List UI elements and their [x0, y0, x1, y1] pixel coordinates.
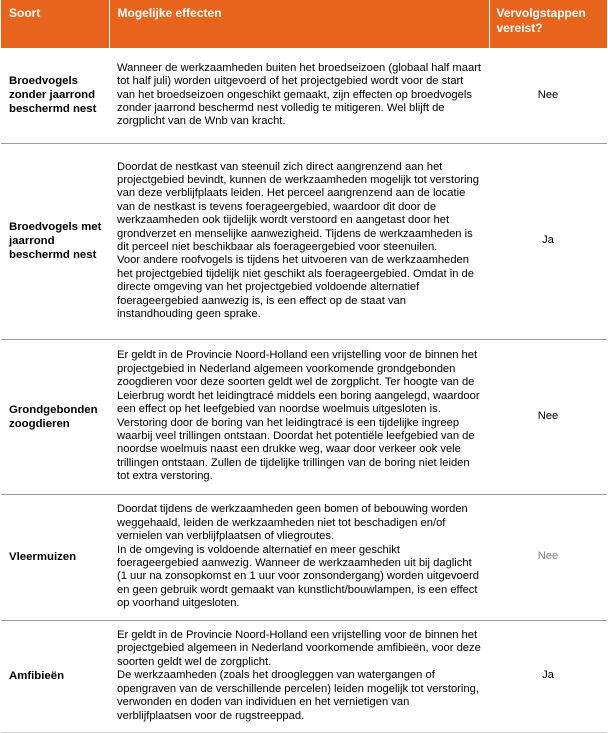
table-row: [1, 339, 607, 494]
header-effecten: Mogelijke effecten: [109, 0, 489, 48]
effects-table: [1, 0, 607, 733]
effect-cell: Doordat tijdens de werkzaamheden geen bomen of bebouwing worden weggehaald, leiden de werkzaamheden niet tot beschadigen en/of vernielen van verblijfplaatsen of vliegroutes. In de omgeving is voldoende alternatief en meer geschikt foerageergebied aanwezig. Wanneer de werkzaamheden uit bij daglicht (1 uur na zonsopkomst en 1 uur voor zonsondergang) worden uitgevoerd en geen gebruik wordt gemaakt van kunstlicht/bouwlampen, is een effect op voorhand uitgesloten.: [109, 494, 489, 620]
effect-cell: Doordat de nestkast van steenuil zich direct aangrenzend aan het projectgebied bevindt, kunnen de werkzaamheden mogelijk tot verstoring van deze verblijfplaats leiden. Het perceel aangrenzend aan de locatie van de nestkast is tevens foerageergebied, waardoor dit door de werkzaamheden ook tijdelijk wordt verstoord en aangetast door het grondverzet en menselijke aanwezigheid. Tijdens de werkzaamheden is dit perceel niet beschikbaar als foerageergebied voor steenuilen. Voor andere roofvogels is tijdens het uitvoeren van de werkzaamheden het projectgebied tijdelijk niet geschikt als foerageergebied. Omdat in de directe omgeving van het projectgebied voldoende alternatief foerageergebied aanwezig is, is een effect op de staat van instandhouding geen sprake.: [109, 143, 489, 339]
soort-cell: Amfibieën: [1, 620, 109, 732]
vervolg-cell: Ja: [489, 143, 607, 339]
header-row: [1, 0, 607, 48]
soort-cell: Broedvogels met jaarrond beschermd nest: [1, 143, 109, 339]
table-row: [1, 494, 607, 620]
table-row: [1, 143, 607, 339]
header-soort: Soort: [1, 0, 109, 48]
table-row: [1, 48, 607, 143]
table-row: [1, 620, 607, 732]
vervolg-cell: Ja: [489, 620, 607, 732]
vervolg-cell: Nee: [489, 494, 607, 620]
soort-cell: Grondgebonden zoogdieren: [1, 339, 109, 494]
effect-cell: Er geldt in de Provincie Noord-Holland een vrijstelling voor de binnen het projectgebied algemeen in Nederland voorkomende amfibieën, voor deze soorten geldt wel de zorgplicht. De werkzaamheden (zoals het droogleggen van watergangen of opengraven van de verschillende percelen) leiden mogelijk tot verstoring, verwonden en doden van individuen en het vernietigen van verblijfplaatsen voor de rugstreeppad.: [109, 620, 489, 732]
soort-cell: Broedvogels zonder jaarrond beschermd nest: [1, 48, 109, 143]
effect-cell: Er geldt in de Provincie Noord-Holland een vrijstelling voor de binnen het projectgebied in Nederland algemeen voorkomende grondgebonden zoogdieren voor deze soorten geldt wel de zorgplicht. Ter hoogte van de Leierbrug wordt het leidingtracé middels een boring aangelegd, waardoor een effect op het leefgebied van noordse woelmuis uitgesloten is. Verstoring door de boring van het leidingtracé is een tijdelijke ingreep waarbij veel trillingen ontstaan. Doordat het potentiële leefgebied van de noordse woelmuis naast een drukke weg, waar door verkeer ook vele trillingen ontstaan. Zullen de tijdelijke trillingen van de boring niet leiden tot extra verstoring.: [109, 339, 489, 494]
vervolg-cell: Nee: [489, 48, 607, 143]
header-vervolgstappen: Vervolgstappen vereist?: [489, 0, 607, 48]
soort-cell: Vleermuizen: [1, 494, 109, 620]
effect-cell: Wanneer de werkzaamheden buiten het broedseizoen (globaal half maart tot half juli) worden uitgevoerd of het projectgebied wordt voor de start van het broedseizoen ongeschikt gemaakt, zijn effecten op broedvogels zonder jaarrond beschermd nest volledig te mitigeren. Wel blijft de zorgplicht van de Wnb van kracht.: [109, 48, 489, 143]
vervolg-cell: Nee: [489, 339, 607, 494]
